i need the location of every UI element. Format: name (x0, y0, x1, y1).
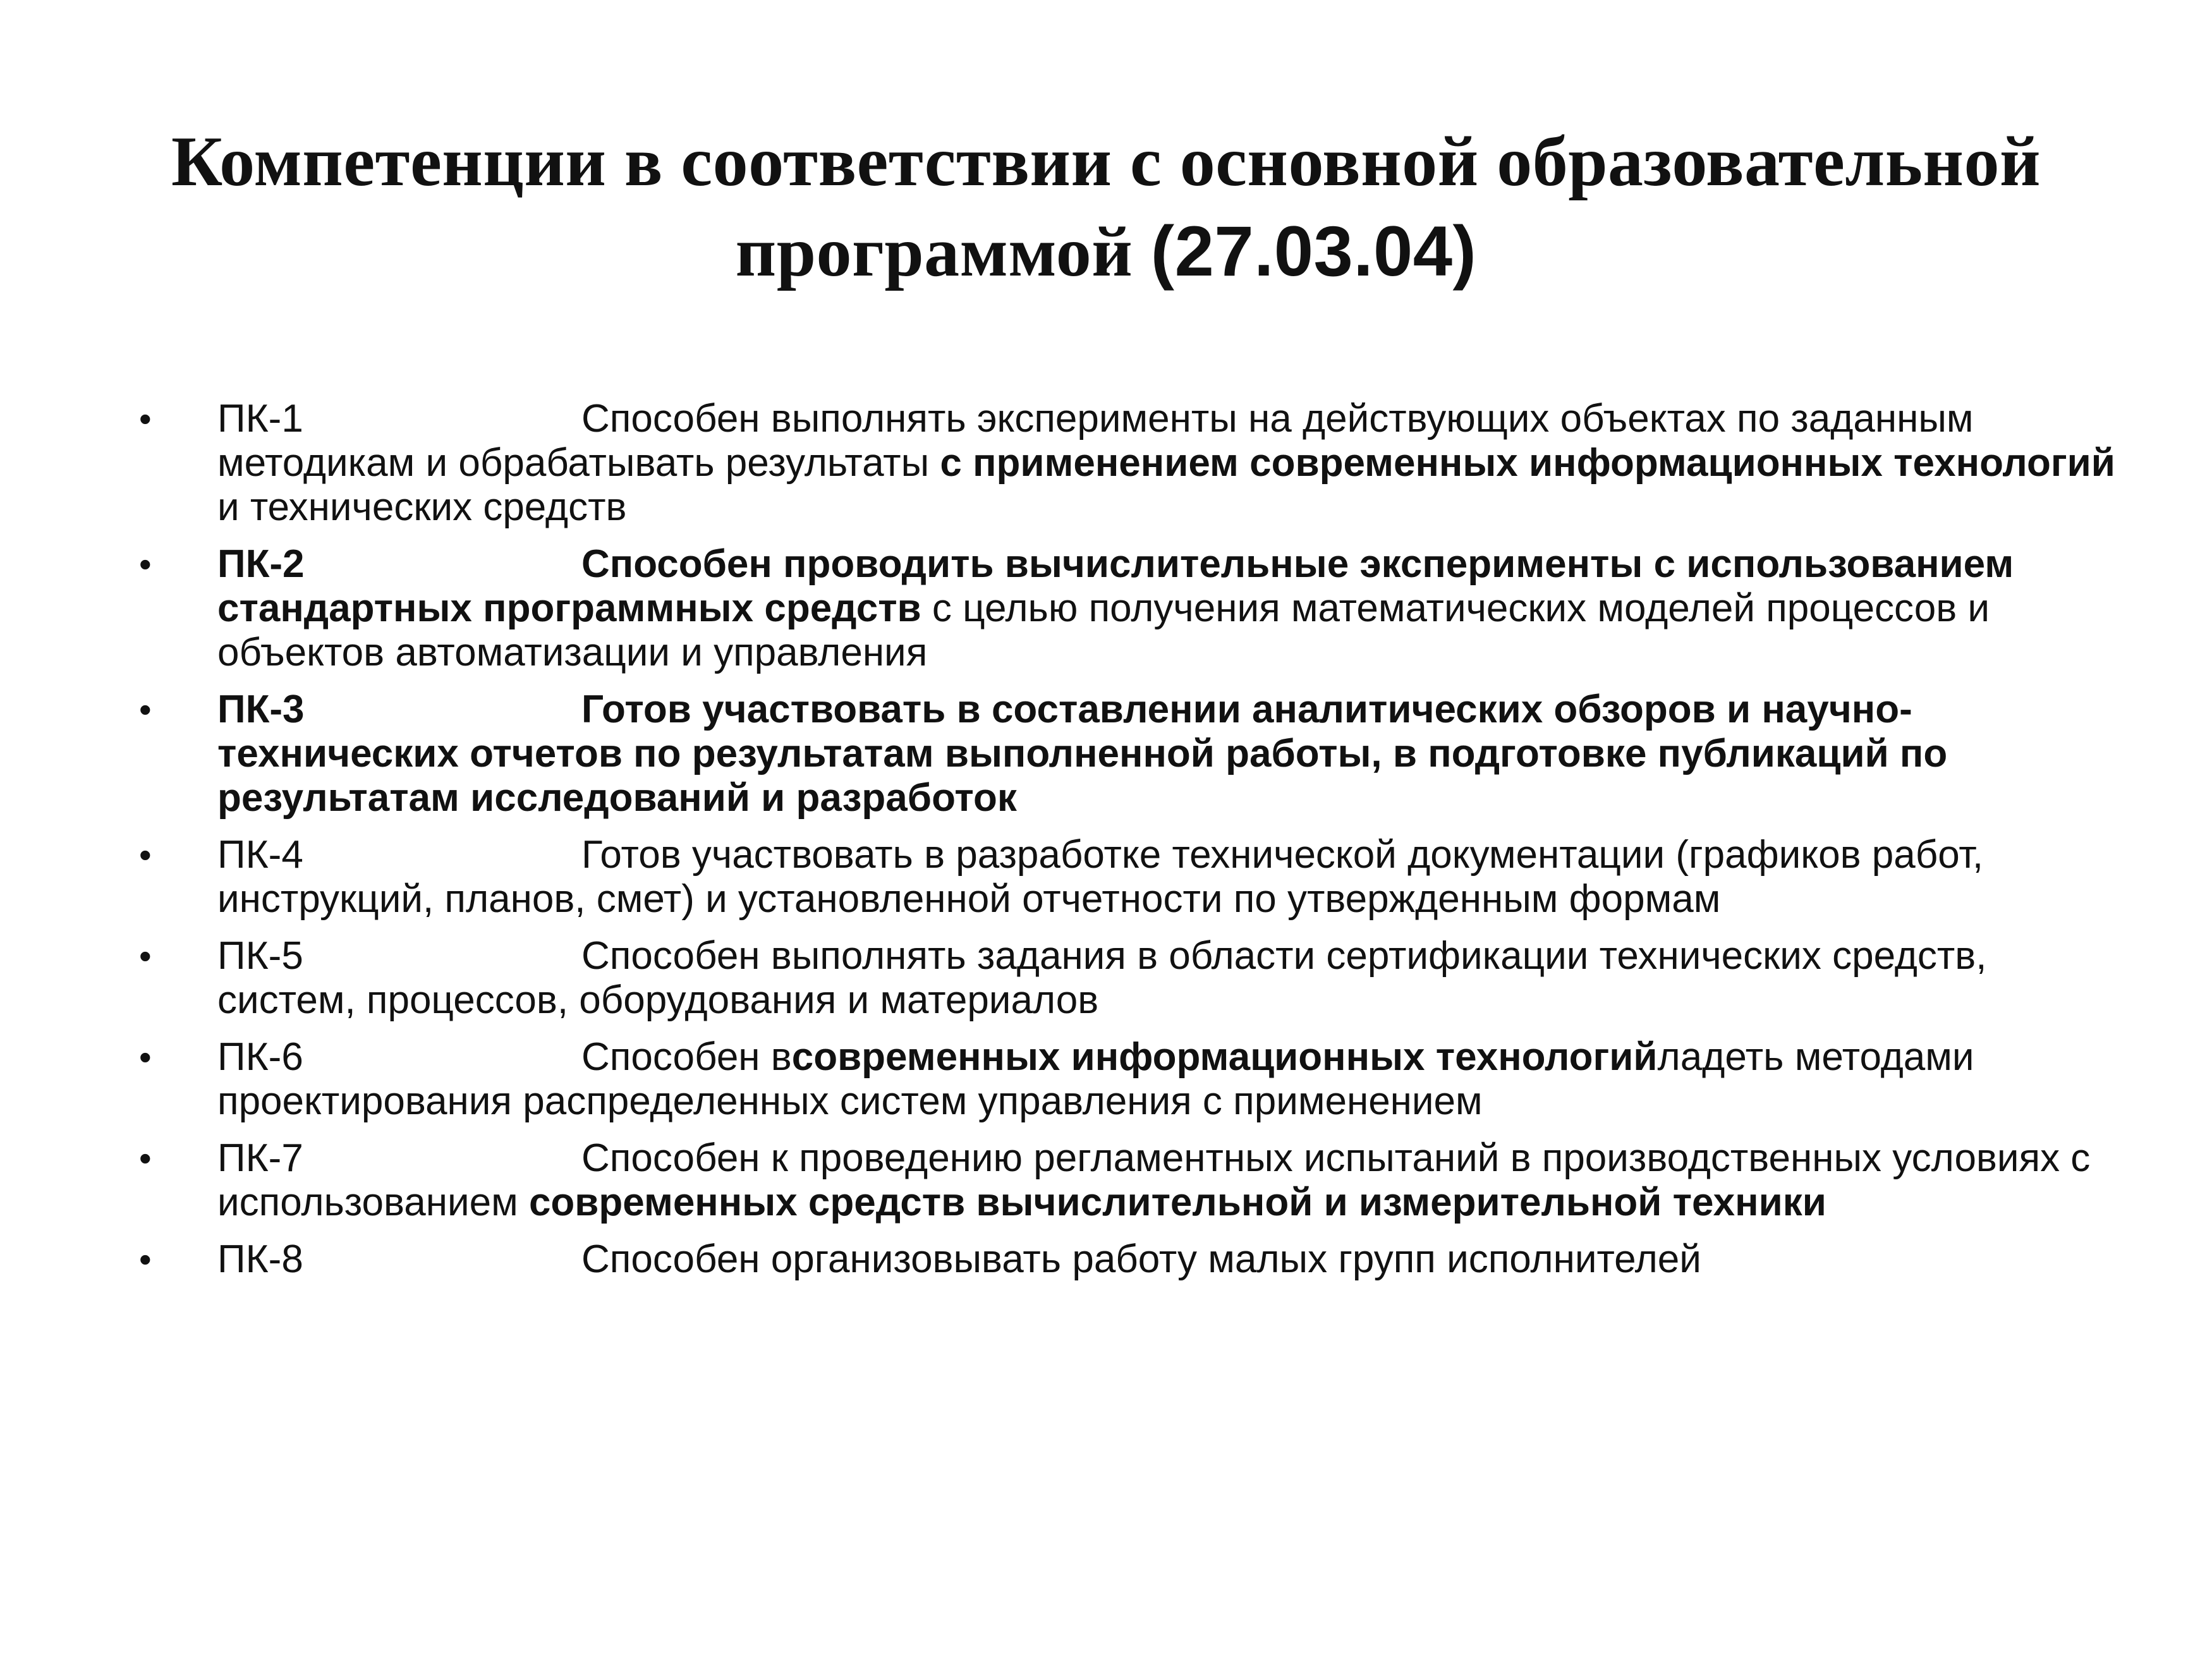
competency-text-bold: современных средств вычислительной и измерительной техники (528, 1181, 1826, 1224)
competency-item (126, 542, 2124, 675)
title-line-1: Компетенции в соответствии с основной образовательной (171, 123, 2041, 201)
competency-item (126, 397, 2124, 530)
bullet-icon: • (139, 544, 152, 584)
title-line-2-text: программой (735, 213, 1133, 291)
competency-code: ПК-7 (217, 1136, 303, 1180)
bullet-icon: • (139, 835, 152, 875)
competency-code: ПК-1 (217, 397, 303, 441)
bullet-icon: • (139, 690, 152, 729)
competency-text: Готов участвовать в разработке технической документации (графиков работ, инструкций, планов, смет) и установленной отчетности по утвержденным формам (217, 833, 1984, 921)
competency-item (126, 1035, 2124, 1124)
competency-text-bold: с применением современных информационных технологий (940, 441, 2115, 485)
competency-code: ПК-8 (217, 1237, 303, 1281)
competency-code: ПК-4 (217, 833, 303, 877)
competency-text: Способен к проведению регламентных испытаний в производственных условиях с использованием (217, 1136, 2091, 1224)
competency-list (126, 397, 2124, 1294)
competency-text: и технических средств (217, 485, 627, 529)
competency-item (126, 934, 2124, 1023)
competency-text-bold: современных информационных технологий (791, 1035, 1658, 1079)
program-code: (27.03.04) (1150, 212, 1477, 291)
competency-text: Способен в (581, 1035, 792, 1079)
bullet-icon: • (139, 1138, 152, 1178)
competency-code: ПК-2 (217, 542, 305, 586)
competency-item (126, 1136, 2124, 1225)
competency-text-bold: Готов участвовать в составлении аналитических обзоров и научно-технических отчетов по результатам выполненной работы, в подготовке публикаций по результатам исследований и разработок (217, 688, 1948, 820)
competency-text-bold: Способен проводить вычислительные эксперименты с использованием стандартных программных средств (217, 542, 2014, 630)
competency-item (126, 688, 2124, 820)
competency-text: Способен выполнять задания в области сертификации технических средств, систем, процессов, оборудования и материалов (217, 934, 1987, 1022)
competency-item (126, 833, 2124, 921)
competency-text: ладеть методами проектирования распределенных систем управления с применением (217, 1035, 1974, 1123)
slide-title (114, 117, 2098, 297)
competency-text: Способен выполнять эксперименты на действующих объектах по заданным методикам и обрабатывать результаты (217, 397, 1974, 485)
bullet-icon: • (139, 399, 152, 439)
competency-item (126, 1237, 2124, 1282)
competency-code: ПК-5 (217, 934, 303, 978)
bullet-icon: • (139, 936, 152, 976)
competency-text: с целью получения математических моделей процессов и объектов автоматизации и управления (217, 586, 1990, 674)
competency-code: ПК-3 (217, 688, 305, 731)
bullet-icon: • (139, 1239, 152, 1279)
bullet-icon: • (139, 1037, 152, 1077)
competency-code: ПК-6 (217, 1035, 303, 1079)
title-line-2 (114, 207, 2098, 297)
competency-text: Способен организовывать работу малых групп исполнителей (581, 1237, 1701, 1281)
